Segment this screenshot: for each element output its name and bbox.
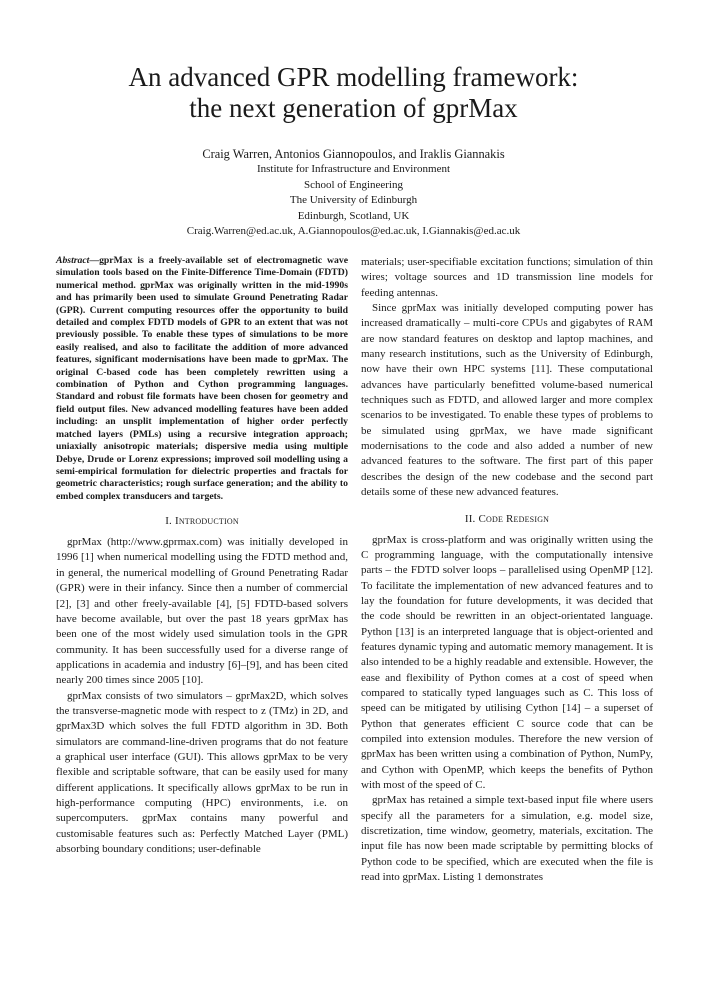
abstract-label: Abstract (56, 255, 90, 266)
left-column (56, 255, 348, 857)
section-heading-code-redesign (361, 511, 653, 527)
paper-title (40, 62, 667, 124)
author-list: Craig Warren, Antonios Giannopoulos, and Iraklis Giannakis (202, 147, 505, 161)
title-line-1: An advanced GPR modelling framework: (128, 62, 579, 92)
section-numeral: II. (464, 512, 476, 525)
intro-paragraph-2: gprMax consists of two simulators – gprMax2D, which solves the transverse-magnetic mode with respect to z (TMz) in 2D, and gprMax3D which solves the full FDTD algorithm in 3D. Both simulators are command-line-driven programs that do not feature a graphical user interface (GUI). This allows gprMax to be very flexible and scriptable software, that can be easily used for many different applications. It specifically allows gprMax to be run in high-performance computing (HPC) environments, i.e. on supercomputers. gprMax contains many powerful and customisable features such as: Perfectly Matched Layer (PML) absorbing boundary conditions; user-definable (56, 689, 348, 855)
right-column (361, 255, 653, 885)
abstract-text: —gprMax is a freely-available set of electromagnetic wave simulation tools based on the Finite-Difference Time-Domain (FDTD) numerical method. gprMax was originally written in the mid-1990s and has primarily been used to simulate Ground Penetrating Radar (GPR). Current computing resources offer the opportunity to build detailed and complex FDTD models of GPR to an extent that was not previously possible. To enable these types of simulations to be more easily realised, and also to facilitate the addition of more advanced features, significant modernisations have been made to gprMax. The original C-based code has been completely rewritten using a combination of Python and Cython programming languages. Standard and robust file formats have been chosen for geometry and field output files. New advanced modelling features have been added including: an unsplit implementation of higher order perfectly matched layers (PMLs) using a recursive integration approach; uniaxially anisotropic materials; dispersive media using multiple Debye, Drude or Lorenz expressions; improved soil modelling using a semi-empirical formulation for dielectric properties and fractals for geometric characteristics; rough surface generation; and the ability to embed complex transducers and targets. (56, 255, 348, 502)
affiliation-block (40, 162, 667, 240)
section-heading-introduction (56, 513, 348, 529)
intro-paragraph-1: gprMax (http://www.gprmax.com) was initially developed in 1996 [1] when numerical modelling using the FDTD method and, in general, the numerical modelling of Ground Penetrating Radar (GPR) were in their infancy. Since then a number of commercial [2], [3] and other freely-available [4], [5] FDTD-based solvers have become available, but over the past 18 years gprMax has been one of the most widely used simulation tools in the GPR community. It has been successfully used for a diverse range of applications in academia and industry [6]–[9], and has been cited nearly 200 times since 2005 [10]. (56, 536, 348, 687)
affiliation-institute: Institute for Infrastructure and Environment (256, 163, 451, 175)
affiliation-location: Edinburgh, Scotland, UK (297, 209, 410, 222)
redesign-paragraph-1: gprMax is cross-platform and was originally written using the C programming language, with the computationally intensive parts – the FDTD solver loops – parallelised using OpenMP [12]. To facilitate the implementation of new advanced features and to lay the foundation for future developments, it was decided that the code should be rewritten in an object-orientated language. Python [13] is an interpreted language that is object-oriented and features dynamic typing and automatic memory management. It is also intended to be a highly readable and extensible. However, the ease and flexibility of Python comes at a cost of speed when compared to statically typed languages such as C. This loss of speed can be mitigated by utilising Cython [14] – a superset of Python that generates efficient C source code that can be compiled into extension modules. Therefore the new version of gprMax has been written using a combination of Python, NumPy, and Cython with OpenMP, which keeps the benefits of Python with most of the speed of C. (361, 533, 653, 791)
redesign-paragraph-2: gprMax has retained a simple text-based input file where users specify all the parameters for a simulation, e.g. model size, discretization, time window, geometry, materials, excitation. The input file has now been made scriptable by permitting blocks of Python code to be specified, which are executed when the file is read into gprMax. Listing 1 demonstrates (361, 794, 653, 884)
abstract (56, 255, 348, 503)
intro-paragraph-2-continued: materials; user-specifiable excitation functions; simulation of thin wires; voltage sources and 1D transmission line models for feeding antennas. (361, 256, 653, 299)
title-line-2: the next generation of gprMax (189, 93, 518, 123)
affiliation-university: The University of Edinburgh (289, 194, 418, 207)
section-title: Introduction (174, 515, 239, 528)
section-numeral: I. (165, 515, 173, 528)
intro-paragraph-3: Since gprMax was initially developed computing power has increased dramatically – multi-core CPUs and gigabytes of RAM are now standard features on desktop and laptop machines, and many research institutions, such as the University of Edinburgh, now have their own HPC systems [11]. These computational advances have particularly benefitted volume-based numerical techniques such as FDTD, and allowed larger and more complex scenarios to be investigated. To enable these types of problems to be simulated using gprMax, we have made significant modernisations to the code and also added a number of new advanced features to the software. The first part of this paper describes the design of the new codebase and the second part details some of these new advanced features. (361, 302, 653, 499)
affiliation-emails: Craig.Warren@ed.ac.uk, A.Giannopoulos@ed.ac.uk, I.Giannakis@ed.ac.uk (186, 225, 521, 238)
section-title: Code Redesign (478, 512, 550, 525)
affiliation-school: School of Engineering (304, 178, 403, 191)
